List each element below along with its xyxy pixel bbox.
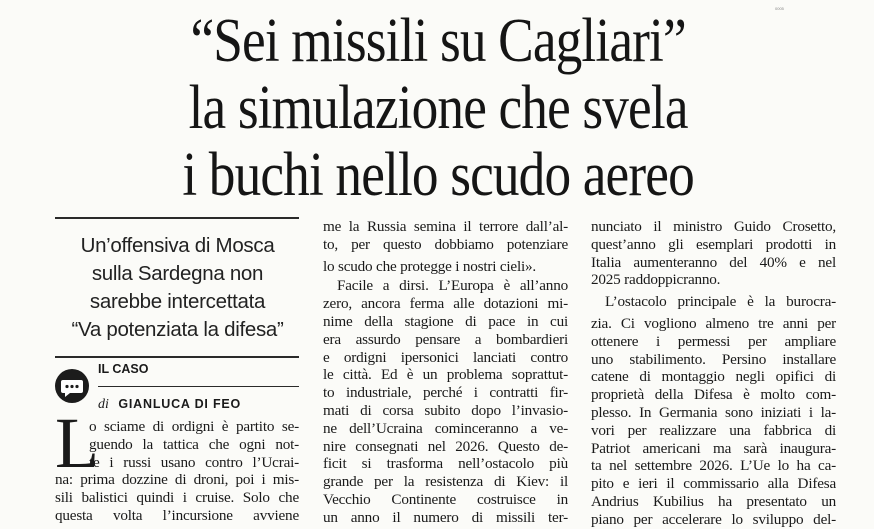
column-3-line: catene di montaggio negli opifici di <box>591 368 836 386</box>
column-3-line: vori per realizzare una fabbrica di <box>591 421 836 439</box>
subhead-line-4: “Va potenziata la difesa” <box>71 318 284 341</box>
column-3-line: Patriot americani ma sarà inaugura- <box>591 439 836 457</box>
column-3-line: piano per accelerare lo sviluppo del- <box>591 510 836 528</box>
subhead <box>55 232 300 344</box>
article-column-1 <box>55 418 299 525</box>
column-2-line: mati di corsa subito dopo l’invasio- <box>323 401 568 419</box>
article-column-3 <box>591 218 836 529</box>
headline-line-1: “Sei missili su Cagliari” <box>190 7 686 75</box>
column-2-line: to industriale, perché i contratti fir- <box>323 384 568 402</box>
corner-mark: 0005 <box>775 6 784 11</box>
column-3-line: quest’anno gli esemplari prodotti in <box>591 235 836 253</box>
column-2-line: grande per la resistenza di Kiev: il <box>323 473 568 491</box>
column-3-line: Andrius Kubilius ha presentato un <box>591 492 836 510</box>
section-label-rule <box>98 386 299 387</box>
byline-prefix: di <box>98 397 109 412</box>
column-3-line: proprietà della Difesa è molto com- <box>591 386 836 404</box>
column-2-line: ficit si trasforma nell’ostacolo più <box>323 455 568 473</box>
column-1-line: sili balistici quindi i cruise. Solo che <box>55 489 299 507</box>
column-2-line: ne dell’Ucraina cominceranno a ve- <box>323 419 568 437</box>
subhead-top-rule <box>55 217 299 219</box>
byline <box>98 397 241 413</box>
column-3-line: uno stabilimento. Persino installare <box>591 350 836 368</box>
column-2-line: zero, ancora ferma alle dotazioni mi- <box>323 295 568 313</box>
column-1-line: guendo la tattica che ogni not- <box>89 435 299 453</box>
column-1-line: na: prima dozzine di droni, poi i mis- <box>55 471 299 489</box>
headline-line-3: i buchi nello scudo aereo <box>182 141 694 209</box>
column-2-line: lo scudo che protegge i nostri cieli». <box>323 257 536 275</box>
column-3-line: L’ostacolo principale è la burocra- <box>605 293 836 311</box>
column-2-line: un anno il numero di missili ter- <box>323 508 568 526</box>
column-2-line: nime della stagione di pace in cui <box>323 312 568 330</box>
headline <box>62 8 814 209</box>
column-3-line: nunciato il ministro Guido Crosetto, <box>591 218 836 235</box>
column-3-line: ta nel settembre 2026. L’Ue lo ha ca- <box>591 457 836 475</box>
speech-bubble-icon <box>55 369 89 403</box>
column-2-line: e ordigni ipersonici lanciati contro <box>323 348 568 366</box>
column-3-line: plesso. In Germania sono iniziati i la- <box>591 403 836 421</box>
article-column-2 <box>323 218 568 527</box>
column-2-line: era assurdo pensare a bombardieri <box>323 330 568 348</box>
column-2-line: Facile a dirsi. L’Europa è all’anno <box>337 277 568 295</box>
column-1-line: te i russi usano contro l’Ucrai- <box>89 453 299 471</box>
column-2-line: nire consegnati nel 2026. Questo de- <box>323 437 568 455</box>
section-divider <box>55 356 299 358</box>
column-2-line: to, per questo dobbiamo potenziare <box>323 235 568 253</box>
column-2-line: le città. Ed è un problema soprattut- <box>323 366 568 384</box>
column-3-line: zia. Ci vogliono almeno tre anni per <box>591 314 836 332</box>
byline-author: GIANLUCA DI FEO <box>118 397 242 411</box>
column-2-line: Vecchio Continente costruisce in <box>323 490 568 508</box>
column-2-line: me la Russia semina il terrore dall’al- <box>323 218 568 235</box>
section-label: IL CASO <box>98 362 149 376</box>
column-3-line: ottenere i permessi per ampliare <box>591 332 836 350</box>
subhead-line-1: Un’offensiva di Mosca <box>80 234 275 257</box>
column-1-line: questa volta l’incursione avviene <box>55 506 299 524</box>
subhead-line-3: sarebbe intercettata <box>89 290 266 313</box>
column-3-line: 2025 raddoppicranno. <box>591 271 721 289</box>
column-3-line: Italia aumenteranno del 40% e nel <box>591 253 836 271</box>
headline-line-2: la simulazione che svela <box>188 74 688 142</box>
subhead-line-2: sulla Sardegna non <box>91 262 264 285</box>
drop-cap: L <box>55 403 99 483</box>
column-3-line: pito e ieri il commissario alla Difesa <box>591 475 836 493</box>
column-1-line: o sciame di ordigni è partito se- <box>89 418 299 435</box>
